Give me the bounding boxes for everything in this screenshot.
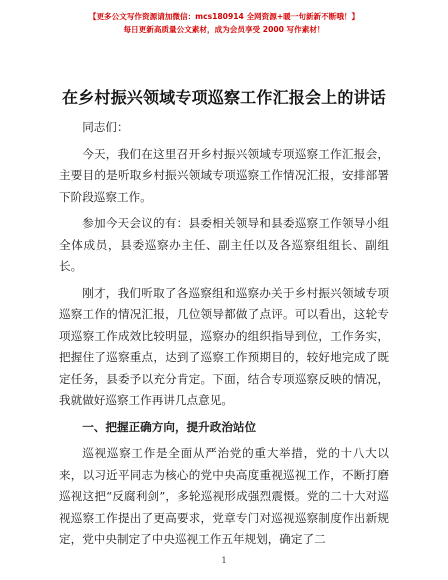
section-paragraph: 巡视巡察工作是全面从严治党的重大举措，党的十八大以来，以习近平同志为核心的党中央高度重视巡视工作，不断打磨巡视这把“反腐利剑”，多轮巡视形成强烈震慑。党的二十大对巡视巡察工作提出了更高要求，党章专门对巡视巡察制度作出新规定，党中央制定了中央巡视工作五年规划，确定了二 (59, 446, 389, 546)
section-heading: 一、把握正确方向，提升政治站位 (82, 419, 257, 434)
paragraph-intro: 今天，我们在这里召开乡村振兴领域专项巡察工作汇报会，主要目的是听取乡村振兴领域专项巡察工作情况汇报，安排部署下阶段巡察工作。 (59, 146, 389, 204)
paragraph-attendees: 参加今天会议的有：县委相关领导和县委巡察工作领导小组全体成员，县委巡察办主任、副主任以及各巡察组组长、副组长。 (59, 216, 389, 273)
paragraph-summary: 刚才，我们听取了各巡察组和巡察办关于乡村振兴领域专项巡察工作的情况汇报，几位领导都做了点评。可以看出，这轮专项巡察工作成效比较明显，巡察办的组织指导到位，工作务实，把握住了巡察重点，达到了巡察工作预期目的，较好地完成了既定任务，县委予以充分肯定。下面，结合专项巡察反映的情况，我就做好巡察工作再讲几点意见。 (59, 285, 389, 407)
document-title: 在乡村振兴领域专项巡察工作汇报会上的讲话 (61, 88, 386, 107)
promo-banner (0, 10, 448, 36)
promo-banner-line-1: 【更多公文写作资源请加微信：mcs180914 全网资源+暖一句新新不断哦！】 (88, 12, 360, 21)
page-number: 1 (221, 556, 227, 565)
greeting: 同志们： (82, 120, 129, 134)
document-body (59, 117, 389, 551)
promo-banner-line-2: 每日更新高质量公文素材，成为会员享受 2000 写作素材！ (123, 25, 325, 34)
